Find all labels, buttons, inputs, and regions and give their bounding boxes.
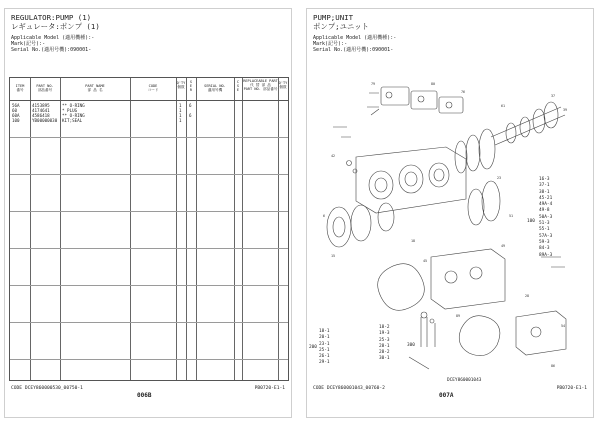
valve-block [378,249,505,310]
mark: Mark(記号):- [313,41,348,47]
row-item: 56A [12,103,20,108]
code-footer: CODE DCEY860000530_00750-1 [11,386,83,391]
list-item: 49A-4 [539,202,553,208]
list-item: 38-1 [539,189,550,195]
row-part-name: ** O-RING [62,113,85,118]
svg-text:86: 86 [551,364,556,368]
list-item: 50A-3 [539,214,553,220]
header-serial-no: SERIAL NO. 適用号機 [204,84,226,93]
svg-text:23: 23 [497,176,502,180]
svg-text:76: 76 [461,90,466,94]
group-300-label: 300 [407,343,415,348]
row-part-name: * PLUG [62,108,78,113]
row-qty: 1 [179,113,182,118]
swash-plate [327,203,394,247]
page-title: PUMP;UNIT [313,13,354,22]
list-item: 84-3 [539,246,550,252]
svg-text:37: 37 [551,94,556,98]
svg-text:89: 89 [456,314,461,318]
header-qty-replaceable: Q'TY 個数 [278,81,288,90]
list-item: 28-2 [379,350,390,356]
page-number: 007A [439,392,454,399]
header-qty: Q'TY 個数 [176,81,186,90]
page-code: PB0720-E1-1 [254,386,285,391]
row-part-no: YB00000030 [32,118,58,123]
header-replaceable-part: REPLACEABLE PART 代 替 部 品 PART NO. 部品番号 [243,79,278,92]
svg-text:45: 45 [423,259,428,263]
svg-text:42: 42 [331,154,336,158]
list-item: 51-3 [539,221,550,227]
applicable-model: Applicable Model (適用機種):- [11,35,95,41]
mark: Mark(記号):- [11,41,46,47]
row-part-name: KIT;SEAL [62,118,83,123]
list-item: 37-1 [539,183,550,189]
page-code: PB0720-E1-1 [556,386,587,391]
svg-text:6: 6 [323,214,326,218]
kit-100-list [539,177,552,259]
row-item: 100 [12,118,20,123]
row-part-no: 4174641 [32,108,50,113]
list-item: 49-8 [539,208,550,214]
svg-text:49: 49 [501,244,506,248]
list-item: 19-3 [379,331,390,337]
svg-text:15: 15 [331,254,336,258]
list-item: 20-1 [319,335,330,341]
parts-list-page [4,8,292,418]
row-qty2: 6 [189,113,192,118]
list-item: 23-1 [319,341,330,347]
page-title-jp: レギュレータ:ポンプ (1) [11,22,100,31]
small-parts [333,127,565,369]
list-item: 18-2 [379,325,390,330]
row-item: 60A [12,113,20,118]
row-qty2: 6 [189,103,192,108]
pump-casing [356,147,466,213]
list-item: 55-1 [539,227,550,233]
group-300-list [379,325,390,363]
header-interchangeability: C S E [236,80,240,93]
svg-text:18: 18 [411,239,416,243]
list-item: 29-1 [319,360,330,366]
list-item: 25-1 [319,347,330,353]
svg-text:28: 28 [525,294,530,298]
header-ser: S E R [189,80,193,93]
svg-text:61: 61 [501,104,506,108]
header-item: ITEM 番号 [15,84,25,93]
list-item: 25-3 [379,337,390,343]
list-item: 45-21 [539,195,553,201]
page-title-jp: ポンプ;ユニット [313,22,369,31]
list-item: 28-1 [379,343,390,349]
page-title: REGULATOR:PUMP (1) [11,13,92,22]
list-item: 26-1 [319,354,330,360]
row-part-no: 4153895 [32,103,50,108]
svg-text:51: 51 [509,214,514,218]
svg-text:79: 79 [371,82,376,86]
list-item: 59-3 [539,239,550,245]
list-item: 89A-3 [539,252,553,258]
svg-text:80: 80 [431,82,436,86]
row-qty: 1 [179,118,182,123]
row-item: 60 [12,108,18,113]
page-number: 006B [137,392,152,399]
row-qty: 1 [179,108,182,113]
gear-pump [459,311,566,356]
svg-text:54: 54 [561,324,566,328]
list-item: 57A-3 [539,233,553,239]
group-200-list [319,329,330,367]
row-qty: 1 [179,103,182,108]
kit-100-label: 100 [527,219,535,224]
header-code: CODE コード [147,84,159,93]
list-item: 30-1 [379,356,390,362]
svg-text:39: 39 [563,108,568,112]
list-item: 18-1 [319,329,330,334]
code-footer: CODE DCEY860001043_00760-2 [313,386,385,391]
row-part-no: 4586418 [32,113,50,118]
group-200-label: 200 [309,345,317,350]
serial-no: Serial No.(適用号機):090001- [11,47,92,53]
list-item: 16-3 [539,177,550,182]
header-part-no: PART NO. 部品番号 [36,84,54,93]
serial-no: Serial No.(適用号機):090001- [313,47,394,53]
parts-table [9,77,289,381]
regulator-assembly [367,87,466,115]
applicable-model: Applicable Model (適用機種):- [313,35,397,41]
diagram-reference: DCEY860001043 [447,378,482,383]
header-part-name: PART NAME 部 品 名 [85,84,105,93]
row-part-name: ** O-RING [62,103,85,108]
diagram-page [306,8,594,418]
